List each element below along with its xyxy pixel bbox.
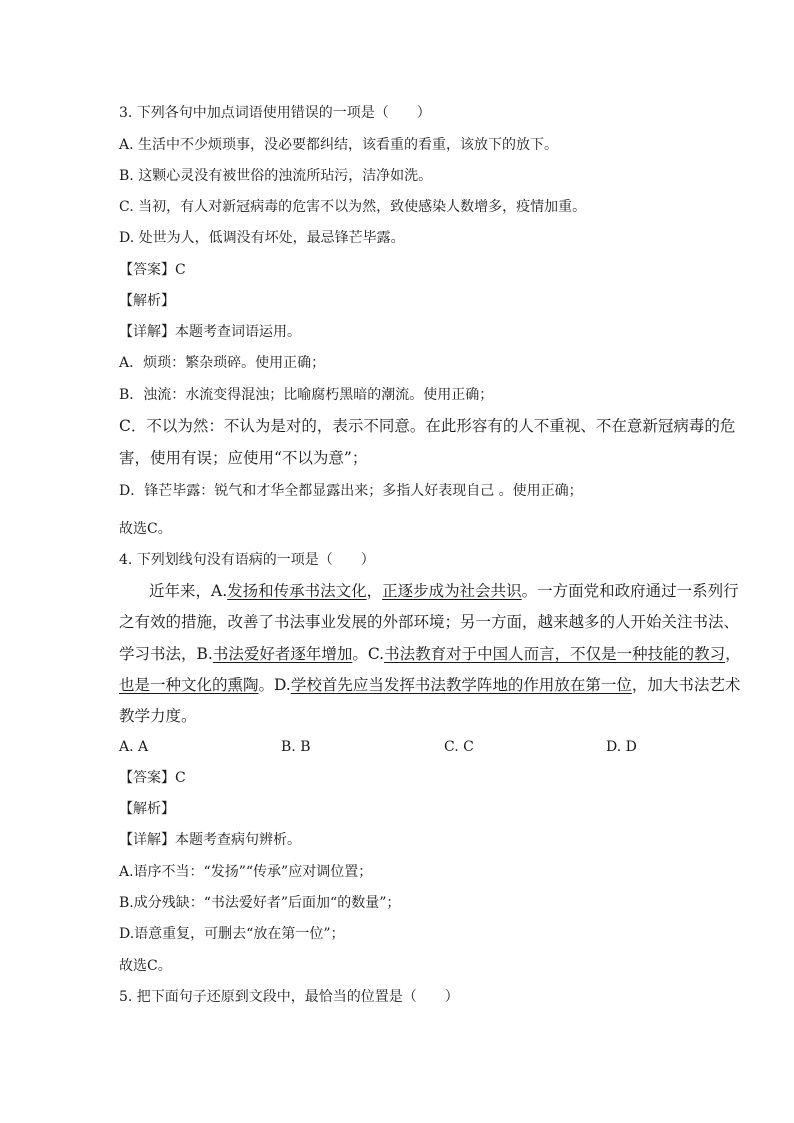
passage-text: ，加大书法艺术 <box>631 676 741 694</box>
q3-note-a: A．烦琐：繁杂琐碎。使用正确； <box>119 355 326 371</box>
underlined-sentence-c2: 也是一种文化的熏陶 <box>119 676 259 694</box>
underlined-sentence-a2: 正逐步成为社会共识 <box>382 582 522 600</box>
q3-note-d: D．锋芒毕露：锐气和才华全都显露出来；多指人好表现自己 。使用正确； <box>119 483 583 499</box>
q3-option-a: A. 生活中不少烦琐事，没必要都纠结，该看重的看重，该放下的放下。 <box>119 137 559 153</box>
underlined-sentence-b: 书法爱好者逐年增加 <box>212 645 353 663</box>
q4-passage-line4 <box>119 676 740 694</box>
q3-option-c: C. 当初，有人对新冠病毒的危害不以为然，致使感染人数增多，疫情加重。 <box>119 199 587 215</box>
passage-text: 。一方面党和政府通过一系列行 <box>521 582 739 600</box>
q4-note-a: A.语序不当：“发扬”“传承”应对调位置； <box>119 864 373 880</box>
q3-note-b: B．浊流：水流变得混浊；比喻腐朽黑暗的潮流。使用正确； <box>119 387 494 403</box>
q4-option-a: A. A <box>119 739 149 755</box>
q4-note-d: D.语意重复，可删去“放在第一位”； <box>119 926 345 942</box>
q3-conclusion: 故选C。 <box>119 521 172 537</box>
q3-option-b: B. 这颗心灵没有被世俗的浊流所玷污，洁净如洗。 <box>119 168 433 184</box>
passage-text: ， <box>366 582 383 600</box>
q3-answer: 【答案】C <box>119 262 186 278</box>
passage-text: ， <box>725 645 741 663</box>
q4-option-d: D. D <box>606 739 637 755</box>
q3-note-c-line1: C．不以为然：不认为是对的，表示不同意。在此形容有的人不重视、不在意新冠病毒的危 <box>119 417 736 435</box>
q4-passage-line1 <box>149 582 739 600</box>
q4-option-c: C. C <box>444 739 474 755</box>
q3-option-d: D. 处世为人，低调没有坏处，最忌锋芒毕露。 <box>119 230 405 246</box>
q3-analysis-label: 【解析】 <box>119 293 175 309</box>
q4-conclusion: 故选C。 <box>119 958 172 974</box>
q4-passage-line2: 之有效的措施，改善了书法事业发展的外部环境；另一方面，越来越多的人开始关注书法、 <box>119 613 740 631</box>
q4-answer: 【答案】C <box>119 770 186 786</box>
passage-text: 学习书法，B. <box>119 645 213 663</box>
passage-text: 。C. <box>352 645 385 663</box>
q3-note-c-line2: 害，使用有误；应使用“不以为意”； <box>119 449 368 467</box>
passage-text: 近年来，A. <box>149 582 228 600</box>
q4-passage-line3 <box>119 645 741 663</box>
q3-detail: 【详解】本题考查词语运用。 <box>119 324 301 340</box>
q4-detail: 【详解】本题考查病句辨析。 <box>119 832 301 848</box>
q4-stem: 4. 下列划线句没有语病的一项是（ ） <box>119 552 375 568</box>
q3-stem: 3. 下列各句中加点词语使用错误的一项是（ ） <box>119 105 431 121</box>
underlined-sentence-a1: 发扬和传承书法文化 <box>227 582 367 600</box>
q5-stem: 5. 把下面句子还原到文段中，最恰当的位置是（ ） <box>119 989 459 1005</box>
q4-note-b: B.成分残缺：“书法爱好者”后面加“的数量”； <box>119 895 401 911</box>
q4-analysis-label: 【解析】 <box>119 801 175 817</box>
q4-passage-line5: 教学力度。 <box>119 707 197 725</box>
q4-option-b: B. B <box>281 739 311 755</box>
underlined-sentence-d: 学校首先应当发挥书法教学阵地的作用放在第一位 <box>290 676 632 694</box>
underlined-sentence-c1: 书法教育对于中国人而言，不仅是一种技能的教习 <box>384 645 726 663</box>
passage-text: 。D. <box>258 676 291 694</box>
